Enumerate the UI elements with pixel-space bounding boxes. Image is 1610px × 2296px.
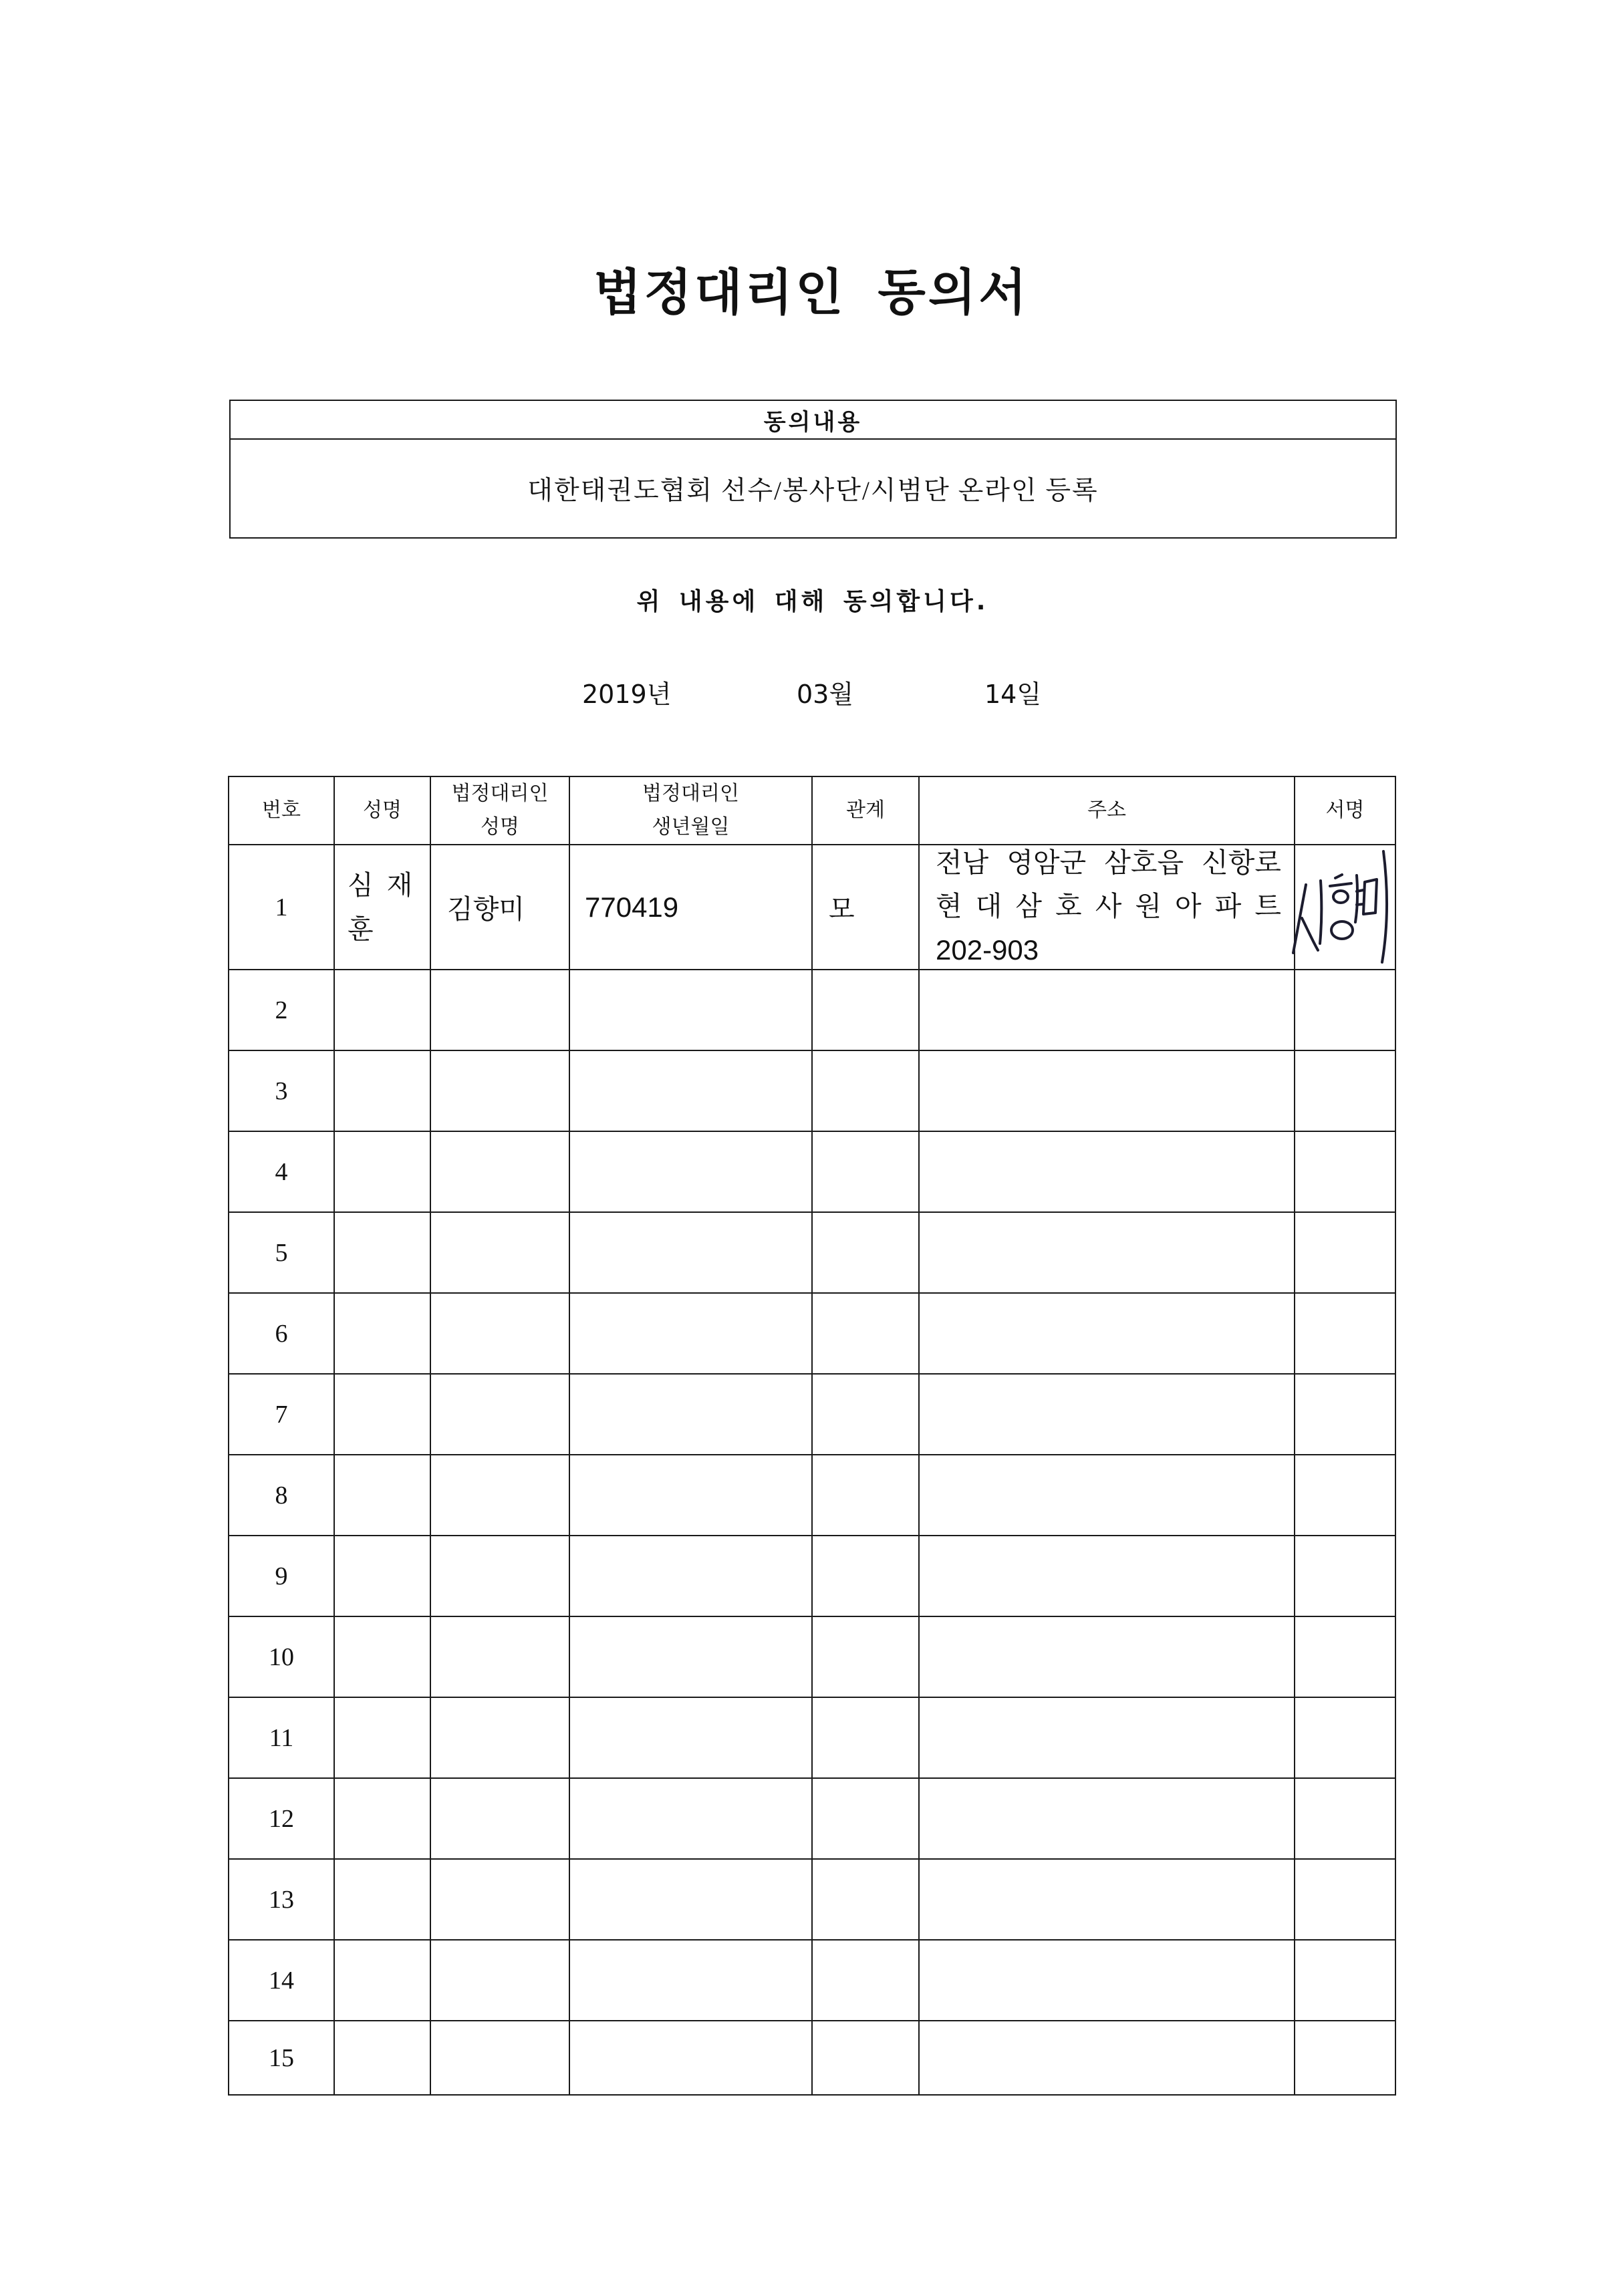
table-row xyxy=(229,1616,1395,1697)
guardian-name-cell xyxy=(430,1050,569,1131)
header-guardian-birthdate xyxy=(569,776,812,845)
guardian-name-cell xyxy=(430,845,569,970)
table-row xyxy=(229,1778,1395,1859)
table-row xyxy=(229,1455,1395,1536)
guardian-name-cell xyxy=(430,1455,569,1536)
table-row xyxy=(229,970,1395,1050)
address-cell xyxy=(919,845,1295,970)
signature-cell xyxy=(1295,2021,1395,2095)
guardian-name-cell xyxy=(430,2021,569,2095)
header-signature xyxy=(1295,776,1395,845)
player-name-cell xyxy=(334,845,430,970)
row-number-cell xyxy=(229,1131,334,1212)
table-body xyxy=(229,845,1395,2095)
player-name-cell xyxy=(334,2021,430,2095)
address-cell xyxy=(919,1374,1295,1455)
table-row xyxy=(229,1940,1395,2021)
row-number-cell xyxy=(229,1455,334,1536)
relation-cell xyxy=(812,1293,919,1374)
guardian-birthdate-cell xyxy=(569,1374,812,1455)
guardian-birthdate-cell xyxy=(569,1131,812,1212)
row-number: 5 xyxy=(275,1238,288,1267)
header-label: 법정대리인 xyxy=(642,782,739,805)
consent-header: 동의내용 xyxy=(231,401,1395,440)
address-cell xyxy=(919,1455,1295,1536)
player-name-cell xyxy=(334,1859,430,1940)
address-cell xyxy=(919,970,1295,1050)
address-cell xyxy=(919,1940,1295,2021)
relation-cell xyxy=(812,2021,919,2095)
player-name-cell xyxy=(334,1697,430,1778)
header-guardian-name xyxy=(430,776,569,845)
address-cell xyxy=(919,1212,1295,1293)
address-cell xyxy=(919,1859,1295,1940)
date-day: 14일 xyxy=(984,680,1042,709)
guardian-birthdate-cell xyxy=(569,970,812,1050)
row-number: 11 xyxy=(269,1723,294,1752)
guardian-name: 김향미 xyxy=(447,894,525,924)
guardian-name-cell xyxy=(430,1374,569,1455)
header-number xyxy=(229,776,334,845)
address-line: 202-903 xyxy=(936,934,1039,966)
address-cell xyxy=(919,1536,1295,1616)
row-number-cell xyxy=(229,1697,334,1778)
guardian-name-cell xyxy=(430,1859,569,1940)
player-name-cell xyxy=(334,1131,430,1212)
header-label: 성명 xyxy=(481,816,519,838)
table-row xyxy=(229,1859,1395,1940)
guardian-birthdate-cell xyxy=(569,2021,812,2095)
table-header-row xyxy=(229,776,1395,845)
consent-content-box xyxy=(229,400,1397,539)
guardian-birthdate-cell xyxy=(569,1940,812,2021)
table-row xyxy=(229,1050,1395,1131)
signature-cell xyxy=(1295,1859,1395,1940)
table-row xyxy=(229,845,1395,970)
signature-cell xyxy=(1295,1616,1395,1697)
relation-cell xyxy=(812,1616,919,1697)
guardian-birthdate-cell xyxy=(569,1536,812,1616)
header-label: 번호 xyxy=(262,799,301,821)
relation-cell xyxy=(812,1131,919,1212)
guardian-name-cell xyxy=(430,1616,569,1697)
signature-cell xyxy=(1295,1697,1395,1778)
player-name-cell xyxy=(334,1050,430,1131)
guardian-name-cell xyxy=(430,1131,569,1212)
header-label: 주소 xyxy=(1087,799,1126,821)
row-number: 1 xyxy=(275,893,288,921)
signature-cell xyxy=(1295,1455,1395,1536)
table-row xyxy=(229,1131,1395,1212)
player-name-cell xyxy=(334,1940,430,2021)
signature-cell xyxy=(1295,970,1395,1050)
player-name-cell xyxy=(334,1212,430,1293)
player-name-cell xyxy=(334,1778,430,1859)
guardian-birthdate: 770419 xyxy=(585,891,679,923)
row-number-cell xyxy=(229,1374,334,1455)
relation-cell xyxy=(812,1778,919,1859)
address-cell xyxy=(919,1778,1295,1859)
guardian-birthdate-cell xyxy=(569,1859,812,1940)
table-row xyxy=(229,1212,1395,1293)
signature-cell xyxy=(1295,1131,1395,1212)
guardian-name-cell xyxy=(430,1536,569,1616)
row-number: 6 xyxy=(275,1319,288,1348)
row-number: 13 xyxy=(269,1885,294,1914)
guardian-name-cell xyxy=(430,1697,569,1778)
row-number: 8 xyxy=(275,1481,288,1510)
signature-cell xyxy=(1295,1778,1395,1859)
consent-content: 대한태권도협회 선수/봉사단/시범단 온라인 등록 xyxy=(527,476,1099,505)
header-label: 생년월일 xyxy=(652,816,730,838)
player-name: 심재훈 xyxy=(348,869,426,944)
guardian-birthdate-cell xyxy=(569,845,812,970)
player-name-cell xyxy=(334,1536,430,1616)
row-number: 10 xyxy=(269,1642,294,1671)
row-number: 3 xyxy=(275,1077,288,1105)
relation-cell xyxy=(812,1859,919,1940)
relation-cell xyxy=(812,845,919,970)
row-number-cell xyxy=(229,1536,334,1616)
guardian-birthdate-cell xyxy=(569,1778,812,1859)
player-name-cell xyxy=(334,1293,430,1374)
relation-cell xyxy=(812,1940,919,2021)
guardian-birthdate-cell xyxy=(569,1455,812,1536)
table-row xyxy=(229,2021,1395,2095)
header-label: 성명 xyxy=(363,799,402,821)
signature-cell xyxy=(1295,1536,1395,1616)
row-number-cell xyxy=(229,845,334,970)
relation-cell xyxy=(812,1536,919,1616)
agreement-statement: 위 내용에 대해 동의합니다. xyxy=(636,588,989,615)
signature-cell xyxy=(1295,1374,1395,1455)
signature-cell xyxy=(1295,1940,1395,2021)
header-label: 서명 xyxy=(1325,799,1365,821)
header-name xyxy=(334,776,430,845)
relation-cell xyxy=(812,1050,919,1131)
address-cell xyxy=(919,1050,1295,1131)
document-title: 법정대리인 동의서 xyxy=(593,264,1029,321)
player-name-cell xyxy=(334,1374,430,1455)
address-cell xyxy=(919,1293,1295,1374)
header-label: 관계 xyxy=(846,799,885,821)
address-block xyxy=(936,841,1281,972)
row-number-cell xyxy=(229,970,334,1050)
address-cell xyxy=(919,1697,1295,1778)
guardian-name-cell xyxy=(430,1293,569,1374)
guardian-name-cell xyxy=(430,1940,569,2021)
handwritten-signature xyxy=(1282,843,1394,968)
row-number-cell xyxy=(229,1212,334,1293)
relation-cell xyxy=(812,1374,919,1455)
row-number-cell xyxy=(229,2021,334,2095)
address-cell xyxy=(919,1131,1295,1212)
header-address xyxy=(919,776,1295,845)
player-name-cell xyxy=(334,970,430,1050)
row-number-cell xyxy=(229,1616,334,1697)
player-name-cell xyxy=(334,1455,430,1536)
row-number: 15 xyxy=(269,2043,294,2072)
relation-cell xyxy=(812,970,919,1050)
guardian-name-cell xyxy=(430,1778,569,1859)
table-row xyxy=(229,1374,1395,1455)
date-month: 03월 xyxy=(797,680,854,709)
signature-cell xyxy=(1295,1212,1395,1293)
table-row xyxy=(229,1697,1395,1778)
address-cell xyxy=(919,2021,1295,2095)
row-number: 9 xyxy=(275,1562,288,1590)
address-cell xyxy=(919,1616,1295,1697)
row-number: 12 xyxy=(269,1804,294,1833)
row-number: 2 xyxy=(275,996,288,1024)
table-row xyxy=(229,1293,1395,1374)
row-number-cell xyxy=(229,1778,334,1859)
relation-cell xyxy=(812,1455,919,1536)
guardian-birthdate-cell xyxy=(569,1212,812,1293)
guardian-birthdate-cell xyxy=(569,1293,812,1374)
relation-cell xyxy=(812,1697,919,1778)
guardian-name-cell xyxy=(430,970,569,1050)
guardian-name-cell xyxy=(430,1212,569,1293)
row-number: 4 xyxy=(275,1157,288,1186)
row-number: 7 xyxy=(275,1400,288,1429)
guardian-birthdate-cell xyxy=(569,1050,812,1131)
row-number-cell xyxy=(229,1293,334,1374)
date-year: 2019년 xyxy=(582,680,672,709)
header-label: 법정대리인 xyxy=(451,782,549,805)
relation-cell xyxy=(812,1212,919,1293)
relation: 모 xyxy=(829,894,855,924)
signature-cell xyxy=(1295,1050,1395,1131)
signature-cell xyxy=(1295,1293,1395,1374)
row-number-cell xyxy=(229,1940,334,2021)
signature-strokes xyxy=(1293,851,1387,962)
row-number-cell xyxy=(229,1859,334,1940)
guardian-birthdate-cell xyxy=(569,1697,812,1778)
player-name-cell xyxy=(334,1616,430,1697)
address-line: 현 대 삼 호 사 원 아 파 트 xyxy=(936,891,1281,921)
guardian-birthdate-cell xyxy=(569,1616,812,1697)
header-relation xyxy=(812,776,919,845)
row-number-cell xyxy=(229,1050,334,1131)
table-row xyxy=(229,1536,1395,1616)
address-line: 전남 영암군 삼호읍 신항로 xyxy=(936,847,1281,878)
guardian-roster-table xyxy=(228,776,1396,2096)
row-number: 14 xyxy=(269,1966,294,1995)
